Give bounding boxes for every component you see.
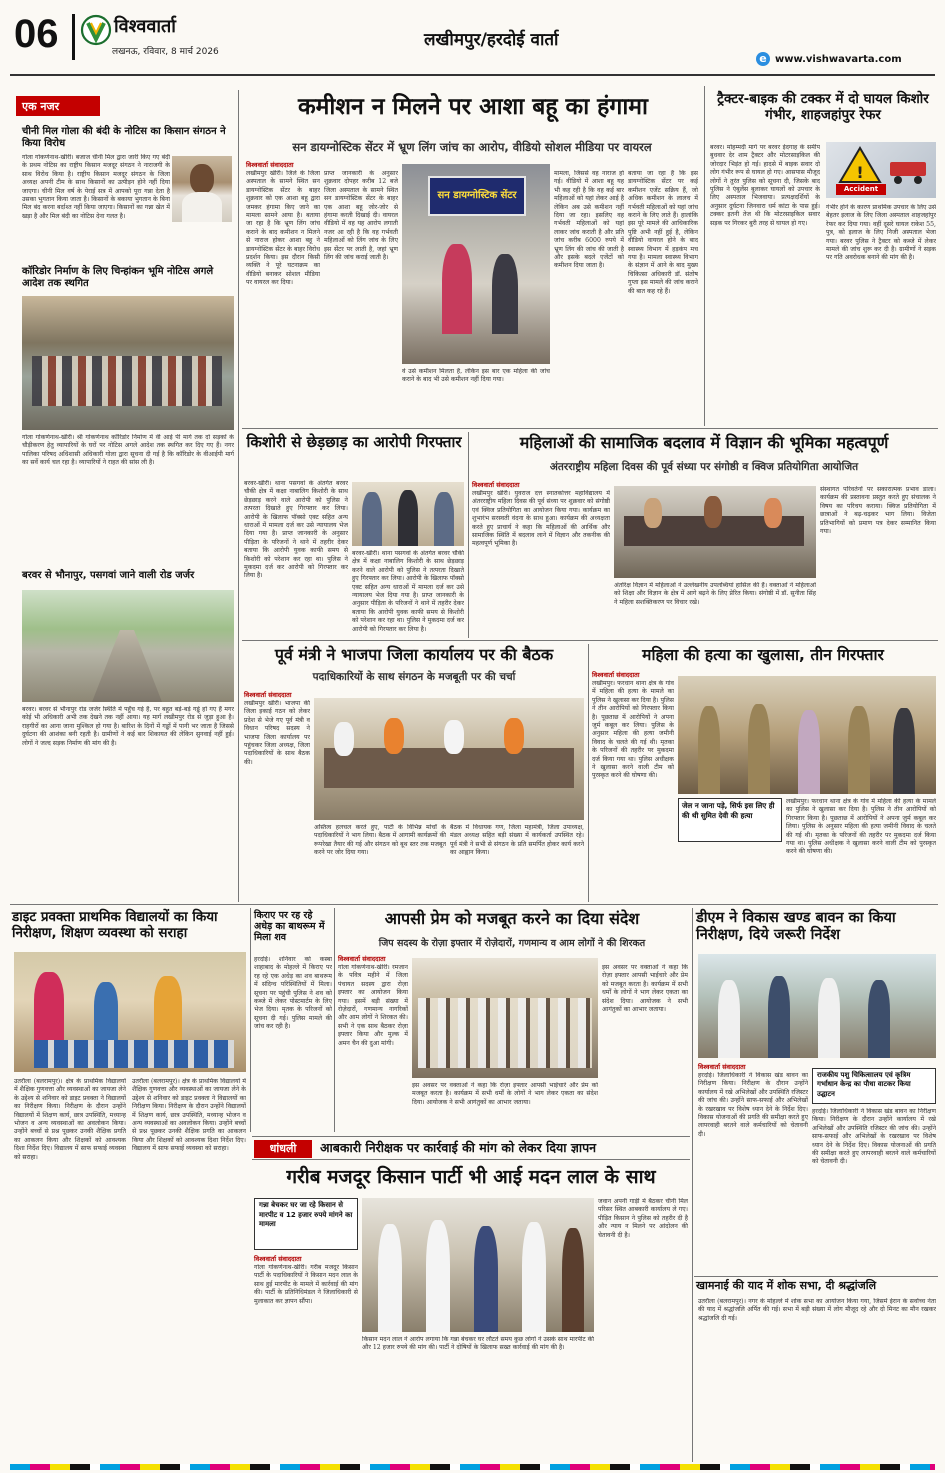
page-number-divider [72, 14, 75, 60]
school-body-1: उतरौला (बलरामपुर)। क्षेत्र के प्राथमिक विद्यालयों में शैक्षिक गुणवत्ता और व्यवस्थाओं का जायजा लेने के उद्देश्य से शनिवार को डाइट प्रवक्ता ने विद्यालयों का निरीक्षण किया। निरीक्षण के दौरान उन्होंने विद्यालयों में शिक्षण कार्य, छात्र उपस्थिति, मध्यान्ह भोजन व अन्य व्यवस्थाओं का अवलोकन किया। उन्होंने बच्चों से प्रश्न पूछकर उनकी शैक्षिक प्रगति का आकलन किया और शिक्षकों को आवश्यक दिशा निर्देश दिए। विद्यालय में साफ सफाई व्यवस्था को सराहा। [14, 1078, 126, 1161]
vikas-body-2: हरदोई। जिलाधिकारी ने विकास खंड बावन का निरीक्षण किया। निरीक्षण के दौरान उन्होंने कार्यालय में रखे अभिलेखों और उपस्थिति रजिस्टर की जांच की। उन्होंने साफ-सफाई और अभिलेखों के रखरखाव पर विशेष ध्यान देने के निर्देश दिए। विकास योजनाओं की प्रगति की समीक्षा करते हुए लापरवाही बरतने वाले कर्मचारियों को चेतावनी दी। [812, 1108, 936, 1166]
vigyan-headline: महिलाओं की सामाजिक बदलाव में विज्ञान की भूमिका महत्वपूर्ण [519, 433, 889, 452]
vikas-headline: डीएम ने विकास खण्ड बावन का किया निरीक्षण, दिये जरूरी निर्देश [696, 910, 896, 944]
bjp-body-2: अस्तित्व हलचल करते हुए, पार्टी के विभिन्न मोर्चों के पदाधिकारियों ने भाग लिया। बैठक में आगामी कार्यक्रमों की रूपरेखा तैयार की गई और संगठन को बूथ स्तर तक मजबूत करने पर जोर दिया गया। [314, 824, 446, 857]
web-icon: e [756, 52, 770, 66]
section-rule-3 [10, 904, 938, 905]
kiraye-rule [334, 908, 335, 1132]
hatya-headline: महिला की हत्या का खुलासा, तीन गिरफ्तार [642, 646, 884, 664]
bjp-story [242, 644, 586, 902]
bjp-byline: विश्ववार्ता संवाददाता [244, 691, 292, 699]
nazar-story1-headline: चीनी मिल गोला की बंदी के नोटिस का किसान संगठन ने किया विरोध [22, 126, 226, 149]
police-press-photo [678, 676, 936, 794]
school-headline: डाइट प्रवक्ता प्राथमिक विद्यालयों का किया निरीक्षण, शिक्षण व्यवस्था को सराहा [12, 909, 218, 941]
accident-label: Accident [836, 184, 886, 195]
shok-story [694, 1278, 938, 1462]
kishori-body-2: बरवर-खीरी। थाना पसगवां के अंतर्गत बरवर चौकी क्षेत्र में कक्षा नाबालिग किशोरी के साथ छेड़छाड़ करने वाले आरोपी को पुलिस ने तत्परता दिखाते हुए गिरफ्तार कर लिया। आरोपी के खिलाफ पॉक्सो एक्ट सहित अन्य धाराओं में मामला दर्ज कर उसे न्यायालय भेज दिया गया है। प्राप्त जानकारी के अनुसार पीड़िता के परिजनों ने थाने में तहरीर देकर बताया कि आरोपी युवक काफी समय से किशोरी को परेशान कर रहा था। पुलिस ने मुकदमा दर्ज कर आरोपी को गिरफ्तार कर लिया है। [352, 550, 464, 633]
tractor-story [708, 86, 938, 426]
kishori-body: बरवर-खीरी। थाना पसगवां के अंतर्गत बरवर चौकी क्षेत्र में कक्षा नाबालिग किशोरी के साथ छेड़छाड़ करने वाले आरोपी को पुलिस ने तत्परता दिखाते हुए गिरफ्तार कर लिया। आरोपी के खिलाफ पॉक्सो एक्ट सहित अन्य धाराओं में मामला दर्ज कर उसे न्यायालय भेज दिया गया है। प्राप्त जानकारी के अनुसार पीड़िता के परिजनों ने थाने में तहरीर देकर बताया कि आरोपी युवक काफी समय से किशोरी को परेशान कर रहा था। पुलिस ने मुकदमा दर्ज कर आरोपी को गिरफ्तार कर लिया है। [244, 480, 348, 580]
kisan-callout-text: गन्ना बेचकर घर जा रहे किसान से मारपीट व 12 हजार रुपये मांगने का मामला [259, 1201, 353, 1229]
lead-story [242, 86, 700, 426]
color-registration-strip [10, 1464, 935, 1470]
prem-body-2: इस अवसर पर वक्ताओं ने कहा कि रोज़ा इफ्तार आपसी भाईचारे और प्रेम को मजबूत करता है। कार्यक्रम में सभी धर्मों के लोगों ने भाग लेकर एकता का संदेश दिया। आयोजक ने सभी आगंतुकों का आभार जताया। [602, 964, 688, 1014]
vigyan-body-3: संस्थागत परिवर्तनों पर सकारात्मक प्रभाव डाला। कार्यक्रम की प्रस्तावना प्रस्तुत करते हुए संचालक ने विषय का परिचय कराया। क्विज प्रतियोगिता में छात्राओं ने बढ़-चढ़कर भाग लिया। विजेता प्रतिभागियों को प्रमाण पत्र देकर सम्मानित किया गया। [820, 486, 936, 536]
hatya-byline: विश्ववार्ता संवाददाता [592, 671, 640, 679]
diagnostic-centre-photo [402, 164, 550, 364]
farmer-leader-photo [172, 156, 232, 222]
nazar-story2-headline: कॉरिडोर निर्माण के लिए चिन्हांकन भूमि नोटिस अगले आदेश तक स्थगित [22, 266, 214, 289]
kisan-body-3: जवान अपनी गाड़ी में बैठकर चीनी मिल परिसर स्थित आबकारी कार्यालय ले गए। पीड़ित किसान ने पुलिस को तहरीर दी है और न्याय न मिलने पर आंदोलन की चेतावनी दी है। [598, 1198, 688, 1239]
accident-sign-photo [826, 142, 936, 198]
hatya-story [590, 644, 938, 902]
hatya-callout-text: जेल न जाना पड़े, सिर्फ इस लिए ही की थी सुमित देवी की हत्या [682, 801, 775, 820]
masthead [0, 0, 945, 78]
header-rule [10, 74, 935, 76]
kisan-callout [254, 1198, 358, 1250]
tractor-body-1: बरवर। मोहम्मदी मार्ग पर बरवर ईदगाह के समीप बुधवार देर शाम ट्रैक्टर और मोटरसाइकिल की जोरदार भिड़ंत हो गई। हादसे में बाइक सवार दो लोग गंभीर रूप से घायल हो गए। आसपास मौजूद लोगों ने तुरंत पुलिस को सूचना दी, जिसके बाद पुलिस ने एंबुलेंस बुलाकर घायलों को उपचार के लिए अस्पताल भिजवाया। प्रत्यक्षदर्शियों के अनुसार दुर्घटना जिनवारा धर्म कांटा के पास हुई। टक्कर इतनी तेज थी कि मोटरसाइकिल सवार सड़क पर गिरकर बुरी तरह से घायल हो गए। [710, 144, 820, 227]
page-number: 06 [14, 12, 59, 56]
kisan-headline: गरीब मजदूर किसान पार्टी भी आई मदन लाल के साथ [286, 1166, 656, 1188]
kiraye-body: हरदोई। शनिवार को कस्बा शाहाबाद के मोहल्ले में किराए पर रह रहे एक अधेड़ का शव बाथरूम में संदिग्ध परिस्थितियों में मिला। सूचना पर पहुंची पुलिस ने शव को कब्जे में लेकर पोस्टमार्टम के लिए भेज दिया। मृतक के परिजनों को सूचना दी गई। पुलिस मामले की जांच कर रही है। [254, 956, 332, 1031]
school-rule [250, 908, 251, 1132]
column-rule-right [704, 86, 705, 426]
ek-nazar-label: एक नजर [16, 96, 100, 116]
column-rule-left [238, 90, 239, 902]
nazar-story3-headline: बरवर से भौनापुर, पसगवां जाने वाली रोड जर्जर [22, 570, 195, 581]
bjp-rule [588, 644, 589, 902]
section-title: लखीमपुर/हरदोई वार्ता [424, 30, 559, 50]
prem-rule [692, 908, 693, 1462]
seminar-photo [614, 486, 816, 578]
section-rule-1 [242, 428, 938, 429]
iftar-photo [412, 958, 598, 1078]
vikas-callout [812, 1068, 936, 1104]
nazar-story3-caption: बरवर। बरवर से भौनापुर रोड जर्जर स्थिति में पहुँच गई है, पर बहुत बड़े-बड़े गड्ढे हो गए हैं मगर कोई भी अधिकारी अभी तक देखने तक नहीं आया। यह मार्ग लखीमपुर रोड से जुड़ा हुआ है। राहगीरों का आना जाना मुश्किल हो गया है। बारिश के दिनों में गड्ढों में पानी भर जाता है जिससे दुर्घटना की आशंका बनी रहती है। ग्रामीणों ने कई बार शिकायत की लेकिन सुनवाई नहीं हुई। लोगों ने जल्द सड़क निर्माण की मांग की है। [22, 706, 234, 747]
prem-body-3: इस अवसर पर वक्ताओं ने कहा कि रोज़ा इफ्तार आपसी भाईचारे और प्रेम को मजबूत करता है। कार्यक्रम में सभी धर्मों के लोगों ने भाग लेकर एकता का संदेश दिया। आयोजक ने सभी आगंतुकों का आभार जताया। [412, 1082, 598, 1106]
hatya-callout [678, 798, 782, 842]
kishori-story [242, 432, 466, 638]
kishori-rule [468, 432, 469, 638]
lead-body-4: बताया जा रहा है कि इस डायग्नोस्टिक सेंटर पर कई कमीशन एजेंट सक्रिय हैं, जो अधिक कमीशन के लालच में गर्भवती महिलाओं को यहां जांच कराने के लिए लाते हैं। हालांकि इस पूरे मामले की आधिकारिक पुष्टि अभी नहीं हुई है, लेकिन वीडियो वायरल होने के बाद स्वास्थ्य विभाग में हड़कंप मच गया है। मामला स्वास्थ्य विभाग के संज्ञान में आने के बाद मुख्य चिकित्सा अधिकारी डॉ. संतोष गुप्ता इस मामले की जांच कराने की बात कह रहे हैं। [628, 170, 698, 295]
school-inspection-photo [14, 952, 246, 1072]
brand-name: विश्ववार्ता [114, 16, 176, 37]
vikas-story [694, 908, 938, 1272]
vigyan-body-1: लखीमपुर खीरी। युवराज दत्त स्नातकोत्तर महाविद्यालय में अंतरराष्ट्रीय महिला दिवस की पूर्व संध्या पर शुक्रवार को संगोष्ठी एवं क्विज प्रतियोगिता का आयोजन किया गया। कार्यक्रम का शुभारंभ सरस्वती वंदना के साथ हुआ। कार्यक्रम की अध्यक्षता करते हुए प्राचार्य ने कहा कि महिलाओं की आर्थिक और सामाजिक स्थिति में बदलाव लाने में विज्ञान और तकनीक की महत्वपूर्ण भूमिका है। [472, 490, 610, 548]
shok-headline: खामनाई की याद में शोक सभा, दी श्रद्धांजलि [696, 1279, 877, 1292]
tractor-body-2: गंभीर होने के कारण प्राथमिक उपचार के लिए उसे बेहतर इलाज के लिए जिला अस्पताल शाहजहांपुर रेफर कर दिया गया। वहीं दूसरे घायल राकेश 55, पुत्र, को इलाज के लिए निजी अस्पताल भेजा गया। बरवर पुलिस ने ट्रैक्टर को कब्जे में लेकर मामले की जांच शुरू कर दी है। ग्रामीणों ने सड़क पर गति अवरोधक बनाने की मांग की है। [826, 204, 936, 262]
prem-byline: विश्ववार्ता संवाददाता [338, 955, 386, 963]
centre-signboard [428, 176, 526, 216]
vigyan-body-2: अंतरिक्ष विज्ञान में महिलाओं ने उल्लेखनीय उपलब्धियां हासिल की हैं। वक्ताओं ने महिलाओं को शिक्षा और विज्ञान के क्षेत्र में आगे बढ़ने के लिए प्रेरित किया। संगोष्ठी में डॉ. सुनीता सिंह ने महिला सशक्तिकरण पर विचार रखे। [614, 582, 816, 606]
kiraye-headline: किराए पर रह रहे अधेड़ का बाथरूम में मिला शव [254, 910, 325, 944]
nazar-story2-caption: गोला गोकर्णनाथ-खीरी। श्री गोकर्णनाथ कॉरिडोर निर्माण में वी आई पी मार्ग तक दो सड़कों के चौड़ीकरण हेतु व्यापारियों के घरों पर नोटिस अगले आदेश तक स्थगित कर दिए गए हैं। नगर पालिका परिषद अधिशासी अधिकारी गोला द्वारा सूचना दी गई है कि कॉरिडोर के वीआईपी मार्ग का सर्वे कार्य चल रहा है। व्यापारियों ने राहत की सांस ली है। [22, 434, 234, 467]
website-link[interactable]: www.vishwavarta.com [775, 54, 902, 65]
kisan-delegation-photo [362, 1198, 594, 1332]
bjp-subhead: पदाधिकारियों के साथ संगठन के मजबूती पर की चर्चा [312, 671, 516, 683]
school-body-2: उतरौला (बलरामपुर)। क्षेत्र के प्राथमिक विद्यालयों में शैक्षिक गुणवत्ता और व्यवस्थाओं का जायजा लेने के उद्देश्य से शनिवार को डाइट प्रवक्ता ने विद्यालयों का निरीक्षण किया। निरीक्षण के दौरान उन्होंने विद्यालयों में शिक्षण कार्य, छात्र उपस्थिति, मध्यान्ह भोजन व अन्य व्यवस्थाओं का अवलोकन किया। उन्होंने बच्चों से प्रश्न पूछकर उनकी शैक्षिक प्रगति का आकलन किया और शिक्षकों को आवश्यक दिशा निर्देश दिए। विद्यालय में साफ सफाई व्यवस्था को सराहा। [132, 1078, 246, 1153]
dhandhali-tag: धांधली [254, 1140, 312, 1158]
lead-subhead: सन डायग्नोस्टिक सेंटर में भ्रूण लिंग जांच का आरोप, वीडियो सोशल मीडिया पर वायरल [292, 140, 652, 154]
corridor-meeting-photo [22, 296, 234, 430]
kishori-headline: किशोरी से छेड़छाड़ का आरोपी गिरफ्तार [246, 433, 462, 451]
shok-rule [694, 1276, 938, 1277]
kisan-story [252, 1162, 690, 1462]
vikas-body: हरदोई। जिलाधिकारी ने विकास खंड बावन का निरीक्षण किया। निरीक्षण के दौरान उन्होंने कार्यालय में रखे अभिलेखों और उपस्थिति रजिस्टर की जांच की। उन्होंने साफ-सफाई और अभिलेखों के रखरखाव पर विशेष ध्यान देने के निर्देश दिए। विकास योजनाओं की प्रगति की समीक्षा करते हुए लापरवाही बरतने वाले कर्मचारियों को चेतावनी दी। [698, 1072, 808, 1138]
kiraye-story [252, 908, 332, 1132]
school-story [10, 908, 248, 1462]
kisan-body-2: किसान मदन लाल ने आरोप लगाया कि गन्ना बेचकर घर लौटते समय कुछ लोगों ने उसके साथ मारपीट की और 12 हजार रुपये की मांग की। पार्टी ने दोषियों के खिलाफ सख्त कार्रवाई की मांग की है। [362, 1336, 594, 1352]
prem-body-1: गोला गोकर्णनाथ-खीरी। रमजान के पवित्र महीने में जिला पंचायत सदस्य द्वारा रोज़ा इफ्तार का आयोजन किया गया। इसमें बड़ी संख्या में रोज़ेदारों, गणमान्य नागरिकों और आम लोगों ने शिरकत की। सभी ने एक साथ बैठकर रोज़ा इफ्तार किया और मुल्क में अमन चैन की दुआ मांगी। [338, 964, 408, 1047]
vigyan-story [470, 432, 938, 638]
tractor-headline: ट्रैक्टर-बाइक की टक्कर में दो घायल किशोर गंभीर, शाहजहांपुर रेफर [717, 91, 929, 123]
bjp-body-3: बैठक में विधायक गण, जिला महामंत्री, जिला उपाध्यक्ष, मंडल अध्यक्ष सहित बड़ी संख्या में कार्यकर्ता उपस्थित रहे। पूर्व मंत्री ने सभी से संगठन के प्रति समर्पित होकर कार्य करने का आह्वान किया। [450, 824, 584, 857]
svg-text:!: ! [856, 163, 864, 182]
dm-inspection-photo [698, 954, 936, 1058]
lead-body-2: प्राप्त जानकारी के अनुसार शुक्रवार दोपहर करीब 12 बजे जिला अस्पताल के सामने स्थित सन डायग्नोस्टिक सेंटर के बाहर एक आशा बहू जोर-जोर से हंगामा करती दिखाई दी। वायरल वीडियो में वह यह आरोप लगाती नजर आ रही है कि वह गर्भवती महिलाओं को लिंग जांच के लिए इस सेंटर पर लाती है, जहां भ्रूण लिंग की जांच कराई जाती है। [324, 170, 398, 262]
arrested-accused-photo [352, 482, 464, 546]
damaged-road-photo [22, 590, 234, 702]
dateline: लखनऊ, रविवार, 8 मार्च 2026 [112, 47, 219, 57]
vigyan-subhead: अंतरराष्ट्रीय महिला दिवस की पूर्व संध्या पर संगोष्ठी व क्विज प्रतियोगिता आयोजित [549, 461, 859, 473]
ek-nazar-column [10, 90, 236, 902]
section-rule-2 [242, 640, 938, 641]
lead-body-3: मामला, जिससे वह नाराज हो गई। वीडियो में आशा बहू यह भी कह रही है कि वह कई बार महिलाओं को यहां लेकर आई है लेकिन अब उसे कमीशन नहीं दिया जा रहा। इसलिए वह गर्भवती महिलाओं को यहां लाकर जांच कराती है और प्रति जांच करीब 6000 रुपये में भ्रूण लिंग की जांच की जाती है और इसके बदले एजेंटों को कमीशन दिया जाता है। [554, 170, 624, 270]
prem-headline: आपसी प्रेम को मजबूत करने का दिया संदेश [384, 909, 640, 928]
lead-byline: विश्ववार्ता संवाददाता [246, 161, 294, 169]
bjp-meeting-photo [314, 698, 584, 820]
lead-body-1: लखीमपुर खीरी। जिले के जिला अस्पताल के सामने स्थित सन डायग्नोस्टिक सेंटर के बाहर शुक्रवार को एक आशा बहू द्वारा जमकर हंगामा किए जाने का मामला सामने आया है। बताया जा रहा है कि भ्रूण लिंग जांच कराने के बाद कमीशन न मिलने से नाराज होकर आशा बहू ने डायग्नोस्टिक सेंटर के बाहर विरोध प्रदर्शन किया। इस दौरान किसी व्यक्ति ने पूरे घटनाक्रम का वीडियो बनाकर सोशल मीडिया पर वायरल कर दिया। [246, 170, 320, 287]
vikas-byline: विश्ववार्ता संवाददाता [698, 1063, 746, 1071]
bjp-headline: पूर्व मंत्री ने भाजपा जिला कार्यालय पर की बैठक [274, 645, 554, 664]
prem-story [336, 908, 690, 1132]
hatya-body-2: लखीमपुर। फरधान थाना क्षेत्र के गांव में महिला की हत्या के मामले का पुलिस ने खुलासा कर दिया है। पुलिस ने तीन आरोपियों को गिरफ्तार किया है। पूछताछ में आरोपियों ने अपना जुर्म कबूल कर लिया। पुलिस के अनुसार महिला की हत्या जमीनी विवाद के चलते की गई थी। मृतका के परिजनों की तहरीर पर मुकदमा दर्ज किया गया था। पुलिस अधीक्षक ने खुलासा करने वाली टीम को पुरस्कृत करने की घोषणा की। [786, 798, 936, 856]
dhandhali-headline: आबकारी निरीक्षक पर कार्रवाई की मांग को लेकर दिया ज्ञापन [320, 1140, 597, 1155]
vigyan-byline: विश्ववार्ता संवाददाता [472, 481, 520, 489]
vikas-callout-text: राजकीय पशु चिकित्सालय एवं कृत्रिम गर्भाधान केन्द्र का पौधा वाटकर किया उद्घाटन [817, 1071, 911, 1098]
lead-headline: कमीशन न मिलने पर आशा बहू का हंगामा [297, 94, 649, 120]
prem-subhead: जिप सदस्य के रोज़ा इफ्तार में रोज़ेदारों, गणमान्य व आम लोगों ने की शिरकत [378, 938, 646, 949]
nazar-story1-body: गोला गोकर्णनाथ-खीरी। बजाज चीनी मिल द्वारा जारी किए गए बंदी के प्रथम नोटिस का राष्ट्रीय किसान मजदूर संगठन ने नाराजगी के साथ विरोध किया है। राष्ट्रीय किसान मजदूर संगठन के जिला अध्यक्ष अपनी टीम के साथ किसानों का उत्पीड़न होने नहीं दिया जाएगा। चीनी मिल वर्ष के पेराई सत्र में आपको पूरा गन्ना देता है उसका भुगतान किया जाता है। किसानों के बकाया भुगतान के बिना मिल बंद करना बर्दाश्त नहीं किया जाएगा। किसानों का गन्ना खेत में खड़ा है और मिल बंदी का नोटिस देना गलत है। [22, 154, 170, 220]
centre-sign-text: सन डायग्नोस्टिक सेंटर [437, 190, 517, 201]
hatya-body: लखीमपुर। फरधान थाना क्षेत्र के गांव में महिला की हत्या के मामले का पुलिस ने खुलासा कर दिया है। पुलिस ने तीन आरोपियों को गिरफ्तार किया है। पूछताछ में आरोपियों ने अपना जुर्म कबूल कर लिया। पुलिस के अनुसार महिला की हत्या जमीनी विवाद के चलते की गई थी। मृतका के परिजनों की तहरीर पर मुकदमा दर्ज किया गया था। पुलिस अधीक्षक ने खुलासा करने वाली टीम को पुरस्कृत करने की घोषणा की। [592, 680, 674, 780]
brand-logo-icon [80, 14, 112, 46]
dhandhali-bar [252, 1136, 690, 1160]
shok-body: उतरौला (बलरामपुर)। नगर के मोहल्ले में शोक सभा का आयोजन किया गया, जिसमें ईरान के सर्वोच्च नेता की याद में श्रद्धांजलि अर्पित की गई। सभा में बड़ी संख्या में लोग मौजूद रहे और दो मिनट का मौन रखकर श्रद्धांजलि दी गई। [698, 1298, 936, 1322]
bjp-body-1: लखीमपुर खीरी। भाजपा की जिला इकाई गठन को लेकर प्रदेश से भेजे गए पूर्व मंत्री व विधान परिषद सदस्य ने भाजपा जिला कार्यालय पर पहुंचकर जिला अध्यक्ष, जिला पदाधिकारियों के साथ बैठक की। [244, 700, 310, 766]
lead-photo-caption: वे उसे कमीशन मिलता है, लेकिन इस बार एक महिला की जांच कराने के बाद भी उसे कमीशन नहीं दिया गया। [402, 368, 550, 384]
kisan-byline: विश्ववार्ता संवाददाता [254, 1255, 302, 1263]
kisan-body-1: गोला गोकर्णनाथ-खीरी। गरीब मजदूर किसान पार्टी के पदाधिकारियों ने किसान मदन लाल के साथ हुई मारपीट के मामले में कार्रवाई की मांग की। पार्टी के प्रतिनिधिमंडल ने जिलाधिकारी से मुलाकात कर ज्ञापन सौंपा। [254, 1264, 358, 1305]
